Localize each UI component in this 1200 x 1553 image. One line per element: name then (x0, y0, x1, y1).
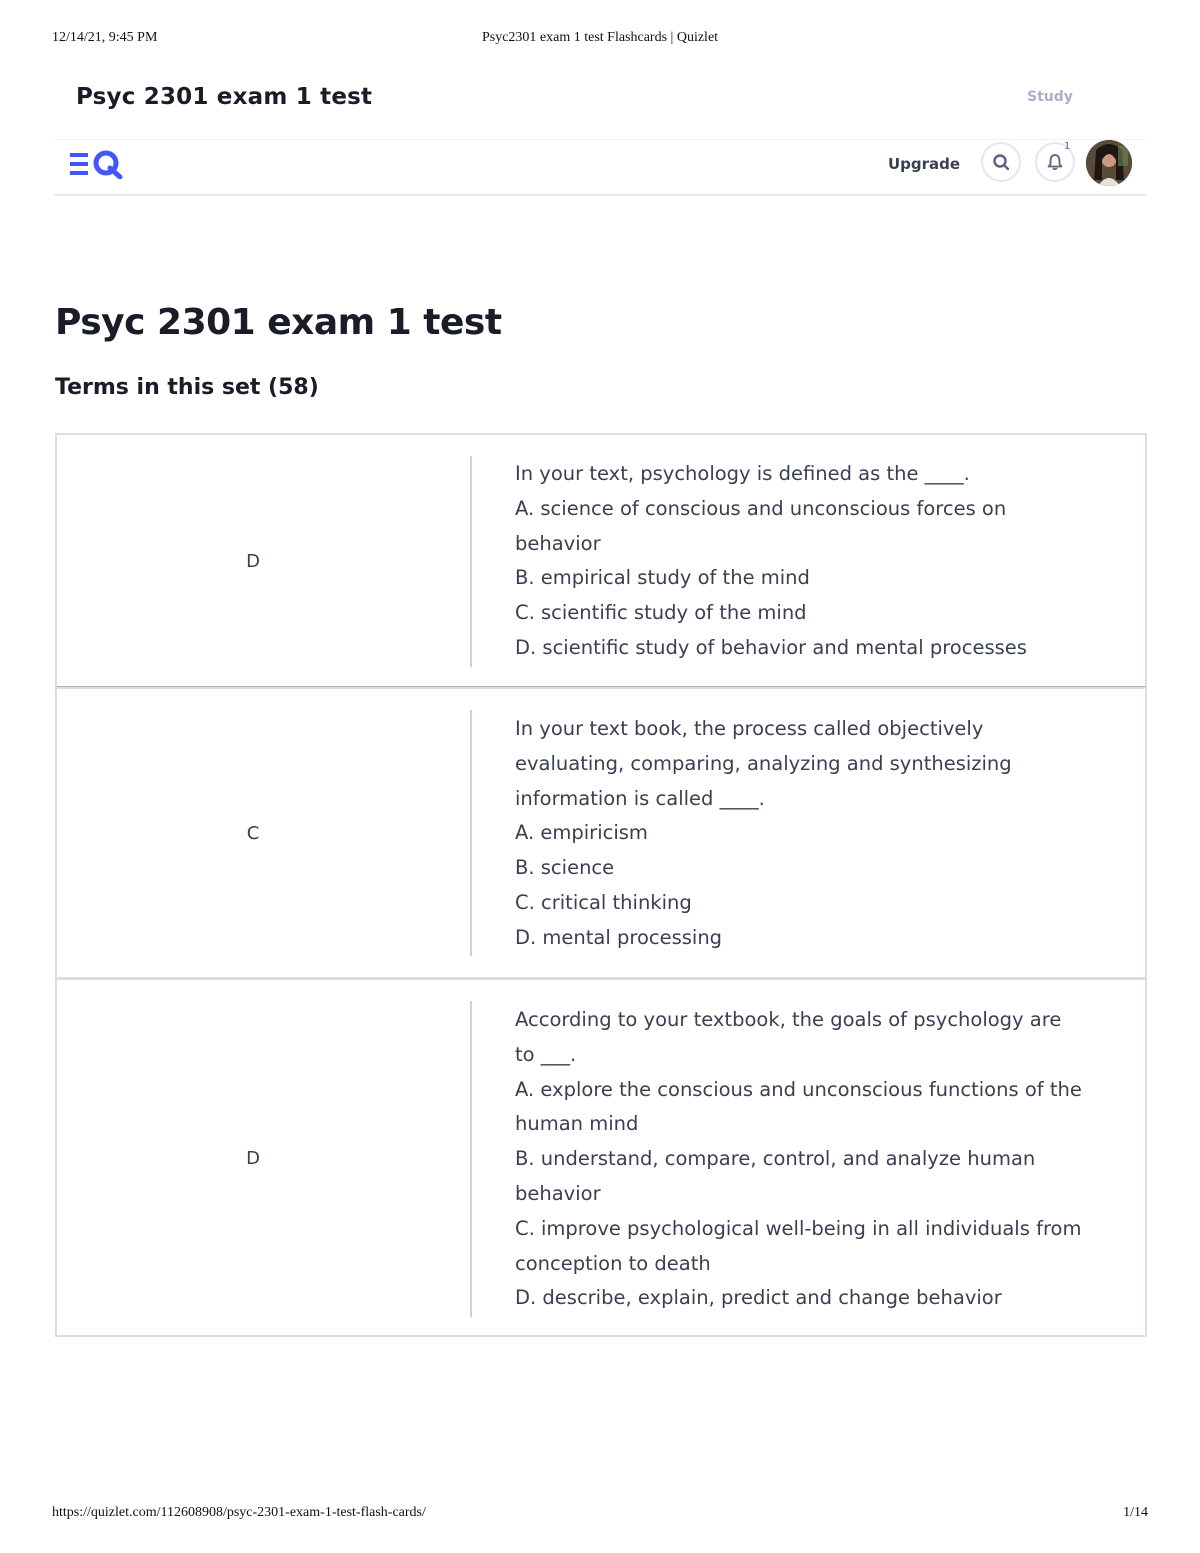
definition-line: C. critical thinking (515, 890, 692, 914)
definition-line: According to your textbook, the goals of psychology are (515, 1008, 1062, 1031)
print-header (52, 30, 1148, 50)
search-icon (992, 153, 1010, 171)
card-divider (470, 710, 472, 956)
definition-line: C. improve psychological well-being in all individuals from (515, 1216, 1082, 1240)
definition-line: B. empirical study of the mind (515, 566, 810, 590)
definition-line: to ___. (515, 1042, 577, 1066)
definition-line: human mind (515, 1112, 639, 1136)
definition-line: In your text, psychology is defined as the ____. (515, 462, 970, 485)
flashcard[interactable] (55, 433, 1147, 688)
search-button[interactable] (981, 142, 1021, 182)
flashcard[interactable] (55, 687, 1147, 979)
definition-line: conception to death (515, 1251, 711, 1275)
definition-line: B. science (515, 856, 615, 880)
definition-line: B. understand, compare, control, and analyze human (515, 1147, 1036, 1171)
definition-line: In your text book, the process called objectively (515, 717, 984, 740)
top-navigation (54, 139, 1147, 196)
definition-line: behavior (515, 531, 601, 555)
definition-line: information is called ____. (515, 786, 765, 810)
print-footer (52, 1505, 1148, 1525)
quizlet-logo[interactable] (69, 149, 123, 179)
print-date: 12/14/21, 9:45 PM (52, 30, 158, 45)
card-term: D (246, 1148, 260, 1169)
card-definition (515, 712, 1105, 956)
card-term: C (246, 823, 260, 844)
definition-line: A. empiricism (515, 821, 648, 845)
print-url: https://quizlet.com/112608908/psyc-2301-exam-1-test-flash-cards/ (52, 1505, 426, 1520)
definition-line: A. science of conscious and unconscious forces on (515, 496, 1007, 520)
print-doc-title: Psyc2301 exam 1 test Flashcards | Quizlet (481, 30, 719, 45)
print-page-number: 1/14 (1123, 1505, 1148, 1520)
card-divider (470, 1001, 472, 1317)
definition-line: C. scientific study of the mind (515, 601, 807, 625)
study-button[interactable]: Study (1027, 89, 1073, 105)
definition-line: evaluating, comparing, analyzing and synthesizing (515, 751, 1012, 775)
notification-count: 1 (1064, 141, 1071, 152)
definition-line: D. describe, explain, predict and change behavior (515, 1286, 1002, 1310)
definition-line: D. mental processing (515, 925, 723, 949)
card-divider (470, 456, 472, 667)
terms-heading: Terms in this set (58) (55, 375, 319, 400)
flashcard[interactable] (55, 978, 1147, 1337)
definition-line: behavior (515, 1181, 601, 1205)
definition-line: D. scientific study of behavior and mental processes (515, 635, 1027, 659)
definition-line: A. explore the conscious and unconscious functions of the (515, 1077, 1082, 1101)
card-definition (515, 457, 1105, 666)
avatar[interactable] (1086, 140, 1132, 186)
upgrade-button[interactable]: Upgrade (888, 155, 961, 173)
page-title: Psyc 2301 exam 1 test (55, 302, 502, 343)
avatar-image (1086, 140, 1132, 186)
card-definition (515, 1003, 1105, 1316)
card-term: D (246, 551, 260, 572)
notification-bell-icon (1046, 153, 1064, 171)
sticky-set-title: Psyc 2301 exam 1 test (76, 84, 373, 110)
